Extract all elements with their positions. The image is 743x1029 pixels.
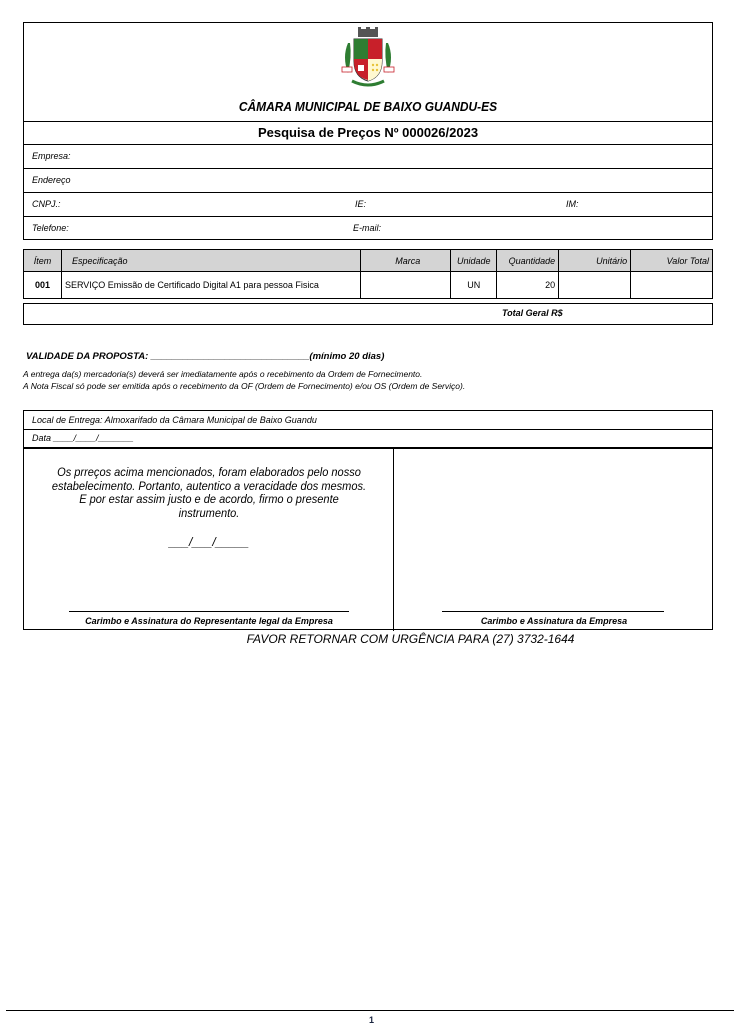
items-table: [23, 249, 713, 299]
date-row: [24, 429, 712, 448]
organization-title: CÂMARA MUNICIPAL DE BAIXO GUANDU-ES: [238, 99, 498, 114]
grand-total-label: Total Geral R$: [502, 308, 563, 318]
representative-signature-line: [69, 611, 349, 612]
item-brand: [361, 272, 451, 299]
endereco-row: [24, 168, 712, 192]
registration-row: [24, 192, 712, 216]
document-header: [23, 22, 713, 240]
delivery-date: Data ____/____/_______: [32, 433, 134, 443]
telefone-label: Telefone:: [32, 223, 69, 233]
delivery-signature-block: [23, 410, 713, 630]
item-quantity: 20: [497, 272, 559, 299]
item-number: 001: [24, 272, 62, 299]
ie-label: IE:: [355, 199, 367, 209]
proposal-validity: VALIDADE DA PROPOSTA: ______________________________(mínimo 20 dias): [26, 351, 385, 362]
empresa-label: Empresa:: [32, 151, 71, 161]
column-header-unidade: Unidade: [451, 250, 497, 272]
page-number: 1: [368, 1015, 374, 1025]
empresa-row: [24, 144, 712, 168]
contact-row: [24, 216, 712, 240]
email-label: E-mail:: [353, 223, 382, 233]
table-row: [24, 272, 713, 299]
item-unit-price: [559, 272, 631, 299]
representative-signature-label: Carimbo e Assinatura do Representante legal da Empresa: [85, 616, 333, 626]
delivery-note: A entrega da(s) mercadoria(s) deverá ser imediatamente após o recebimento da Ordem de Fornecimento.: [23, 369, 423, 379]
item-total-value: [631, 272, 713, 299]
table-header-row: [24, 250, 713, 272]
price-declaration: Os prreços acima mencionados, foram elaborados pelo nosso estabelecimento. Portanto, autentico a veracidade dos mesmos. E por estar assim justo e de acordo, firmo o presente instrumento.: [51, 465, 367, 520]
coat-of-arms-icon: [336, 27, 400, 91]
page-footer-rule: [6, 1010, 734, 1011]
company-signature-line: [442, 611, 664, 612]
signature-area: [24, 447, 712, 630]
delivery-location: Local de Entrega: Almoxarifado da Câmara Municipal de Baixo Guandu: [32, 415, 317, 425]
endereco-label: Endereço: [32, 175, 71, 185]
company-signature-label: Carimbo e Assinatura da Empresa: [480, 616, 628, 626]
urgent-return-note: FAVOR RETORNAR COM URGÊNCIA PARA (27) 3732-1644: [246, 632, 575, 646]
document-title: Pesquisa de Preços Nº 000026/2023: [24, 121, 712, 144]
invoice-note: A Nota Fiscal só pode ser emitida após o recebimento da OF (Ordem de Fornecimento) e/ou OS (Ordem de Serviço).: [23, 381, 466, 391]
column-header-quantidade: Quantidade: [497, 250, 559, 272]
column-header-especificacao: Especificação: [61, 250, 360, 272]
column-header-unitario: Unitário: [559, 250, 631, 272]
declaration-date-blank: ___/___/_____: [168, 535, 250, 549]
item-unit: UN: [451, 272, 497, 299]
im-label: IM:: [566, 199, 579, 209]
column-header-marca: Marca: [361, 250, 451, 272]
column-header-item: Ítem: [24, 250, 62, 272]
cnpj-label: CNPJ.:: [32, 199, 61, 209]
column-header-valor-total: Valor Total: [631, 250, 713, 272]
grand-total-row: [23, 303, 713, 325]
item-specification: SERVIÇO Emissão de Certificado Digital A1 para pessoa Fisica: [61, 272, 360, 299]
